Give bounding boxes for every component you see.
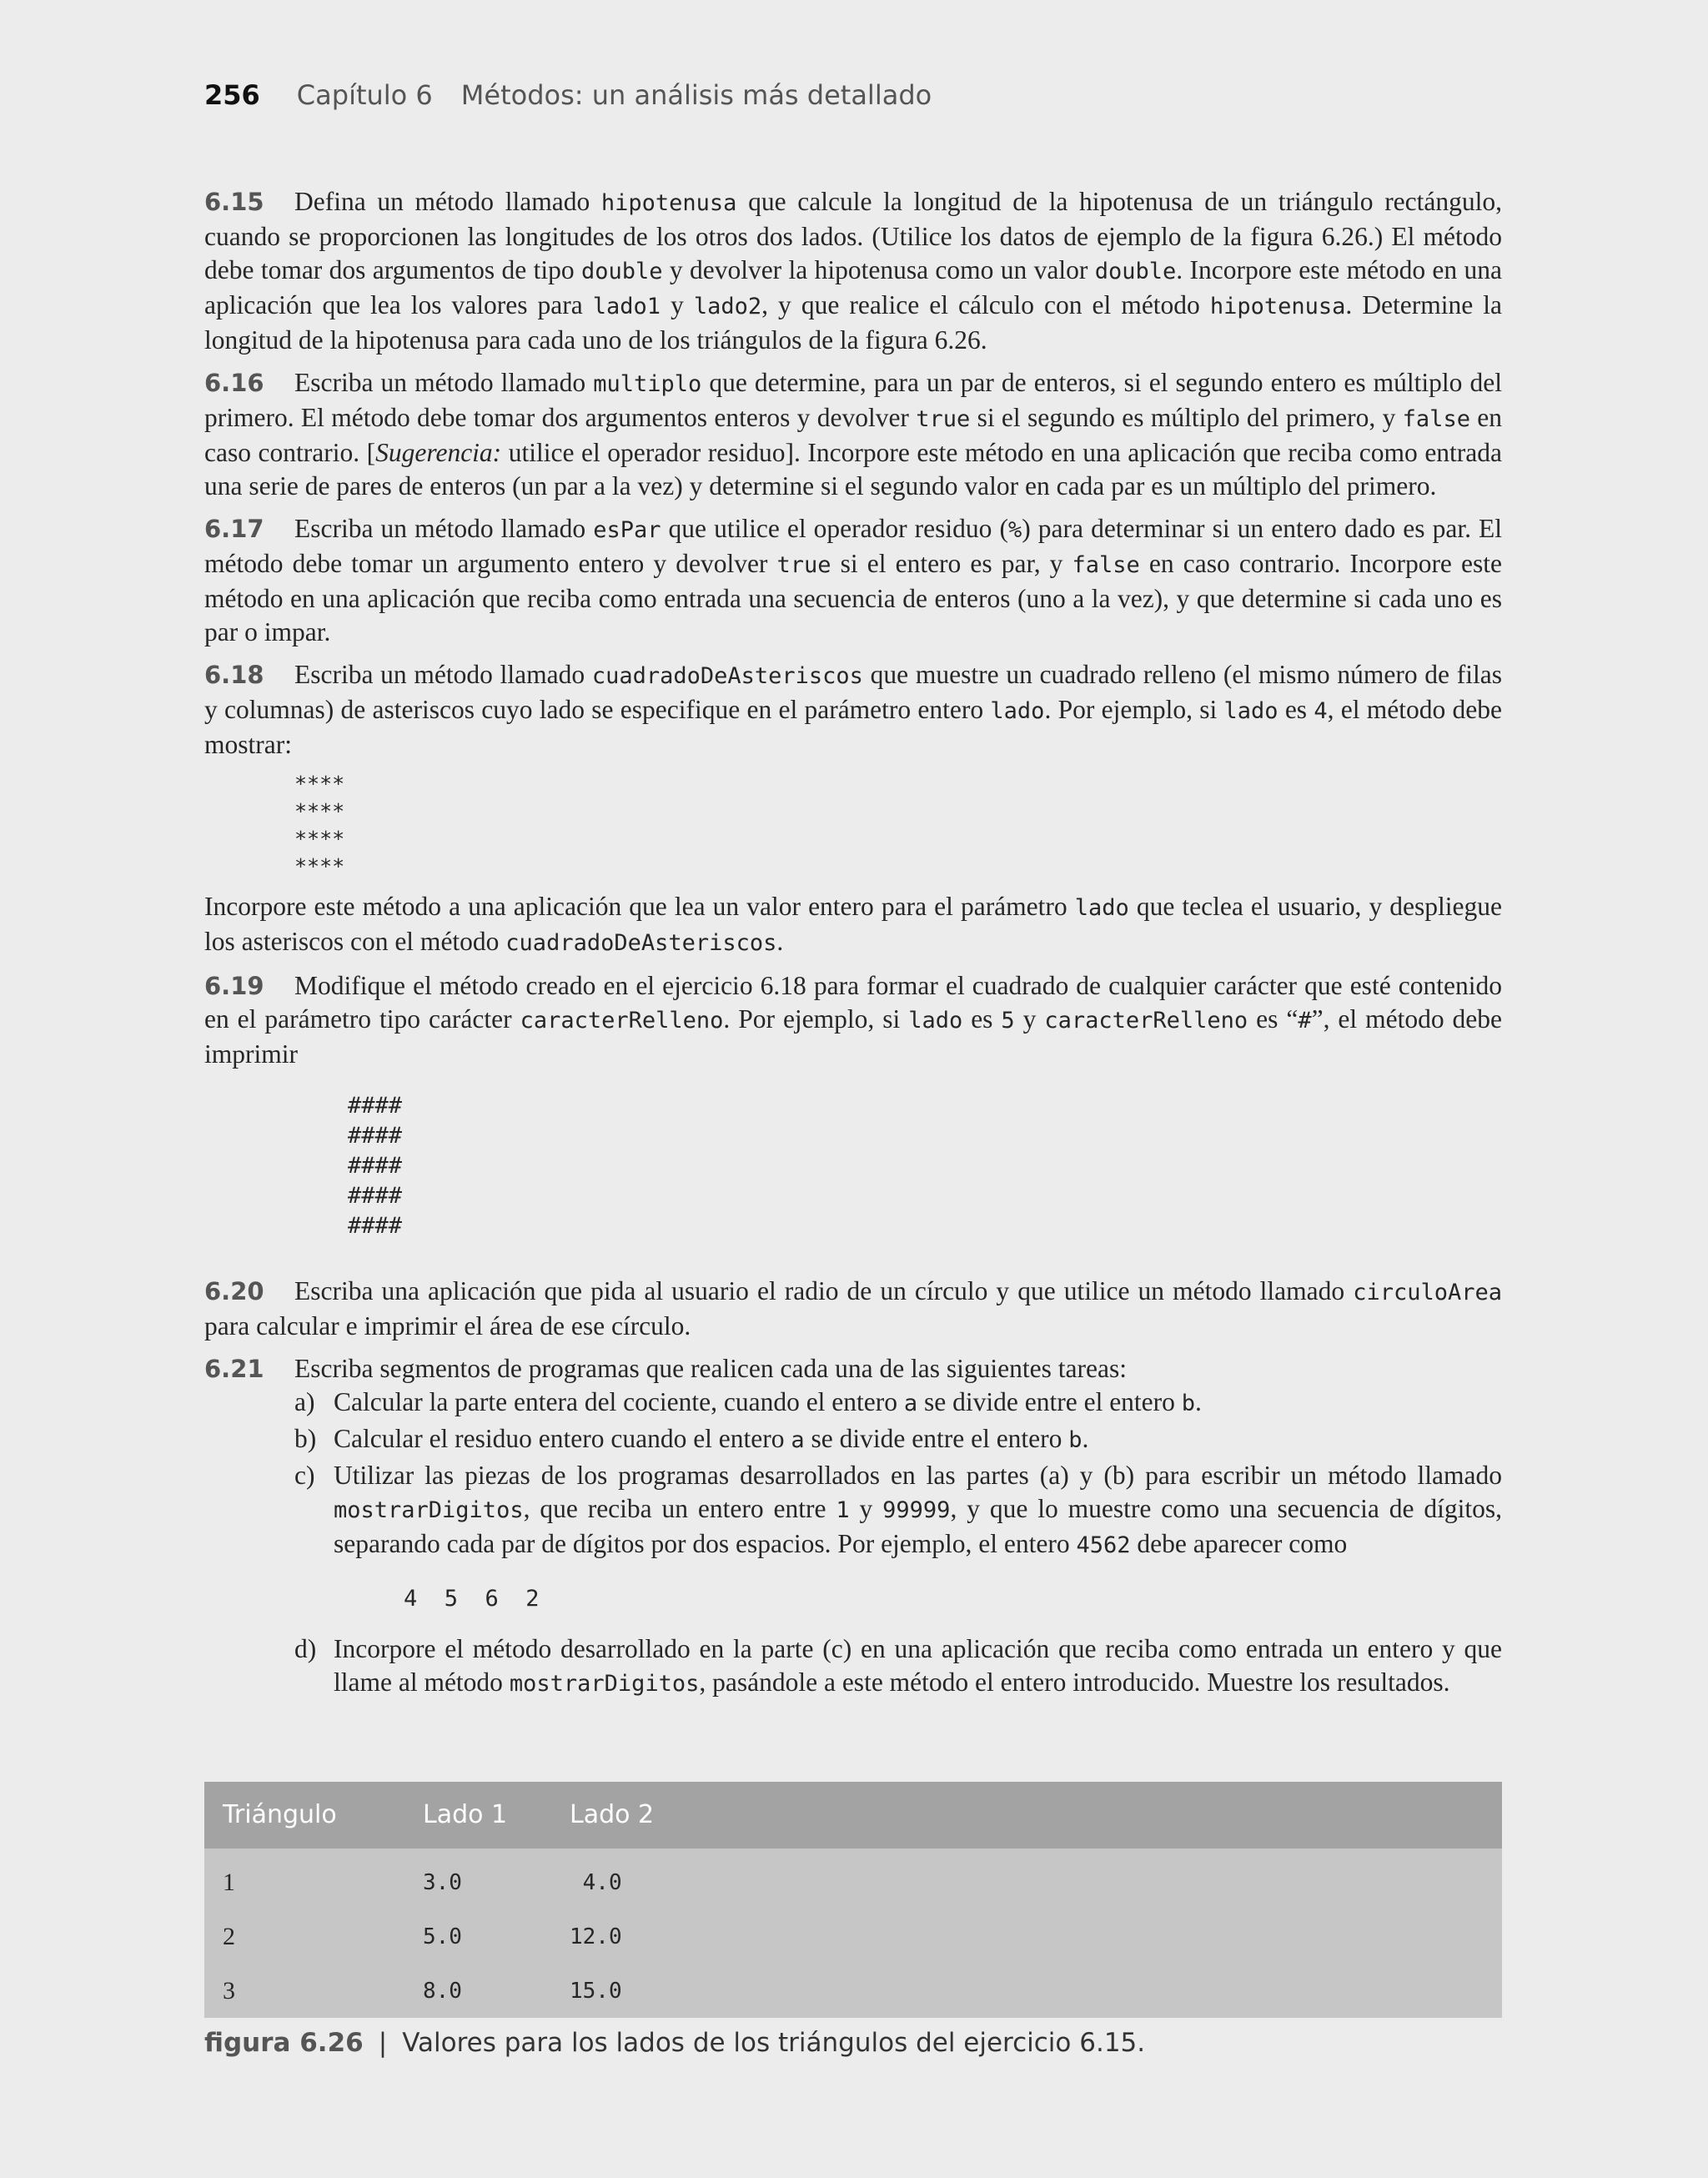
text-run: Escriba un método llamado bbox=[294, 368, 594, 397]
code-run: lado bbox=[1074, 895, 1129, 921]
exercise-6-17 bbox=[204, 512, 1502, 649]
figure-label: figura 6.26 bbox=[204, 2028, 364, 2058]
text-run: Utilizar las piezas de los programas desarrollados en las partes (a) y (b) para escribir un método llamado bbox=[334, 1461, 1502, 1490]
exercise-6-21 bbox=[204, 1352, 1502, 1701]
code-run: esPar bbox=[593, 517, 661, 543]
text-run: . Determine la longitud de la hipotenusa para cada uno de los triángulos de la figura 6.26. bbox=[204, 290, 1503, 355]
text-run: se divide entre el entero bbox=[917, 1387, 1182, 1416]
exercise-6-18-followup bbox=[204, 890, 1502, 960]
text-run: en caso contrario. Incorpore este método en una aplicación que reciba como entrada una secuencia de enteros (uno a la vez), y que determine si cada uno es par o impar. bbox=[204, 549, 1502, 646]
code-run: hipotenusa bbox=[1209, 294, 1346, 319]
page-number: 256 bbox=[204, 79, 260, 111]
text-run: Escriba segmentos de programas que realicen cada una de las siguientes tareas: bbox=[294, 1354, 1127, 1383]
text-run: ”, el método debe imprimir bbox=[204, 1004, 1502, 1069]
text-run: Modifique el método creado en el ejercicio 6.18 para formar el cuadrado de cualquier carácter que esté contenido en el parámetro tipo carácter bbox=[204, 971, 1502, 1034]
exercise-number: 6.20 bbox=[204, 1277, 264, 1305]
code-run: double bbox=[1094, 259, 1177, 284]
code-run: 99999 bbox=[882, 1497, 951, 1523]
exercise-6-18 bbox=[204, 658, 1502, 960]
table-cell: 1 bbox=[204, 1849, 423, 1909]
text-run: en caso contrario. [ bbox=[204, 403, 1503, 467]
text-run: que utilice el operador residuo ( bbox=[661, 514, 1008, 543]
code-run: lado bbox=[1223, 698, 1278, 724]
code-run: mostrarDigitos bbox=[334, 1497, 524, 1523]
figure-6-26 bbox=[204, 1782, 1502, 2060]
text-run: Calcular la parte entera del cociente, cuando el entero bbox=[334, 1387, 904, 1416]
code-run: 1 bbox=[836, 1497, 850, 1523]
code-run: a bbox=[791, 1427, 805, 1453]
column-header: Lado 2 bbox=[570, 1782, 1502, 1849]
subtask-list bbox=[294, 1386, 1502, 1701]
code-run: lado bbox=[908, 1008, 963, 1034]
text-run: . Incorpore este método en una aplicación que lea los valores para bbox=[204, 255, 1502, 319]
text-run: si el entero es par, y bbox=[831, 549, 1073, 578]
digits-output: 4 5 6 2 bbox=[404, 1586, 540, 1612]
text-run: Defina un método llamado bbox=[294, 187, 601, 216]
hash-square-output: #### #### #### #### #### bbox=[348, 1093, 403, 1239]
subtask-label: b) bbox=[294, 1424, 317, 1453]
text-run: , que reciba un entero entre bbox=[523, 1494, 836, 1523]
exercise-number: 6.17 bbox=[204, 515, 264, 543]
text-run: , y que lo muestre como una secuencia de dígitos, separando cada par de dígitos por dos espacios. Por ejemplo, el entero bbox=[334, 1494, 1503, 1558]
text-run: y bbox=[661, 290, 694, 319]
code-run: caracterRelleno bbox=[1044, 1008, 1248, 1034]
code-run: false bbox=[1072, 552, 1140, 578]
text-run: . bbox=[776, 927, 784, 956]
subtask-d bbox=[294, 1632, 1502, 1701]
chapter-label: Capítulo 6 bbox=[296, 79, 433, 111]
code-run: # bbox=[1298, 1008, 1312, 1034]
text-run: Escriba un método llamado bbox=[294, 514, 594, 543]
exercise-number: 6.19 bbox=[204, 972, 264, 1000]
code-run: mostrarDigitos bbox=[509, 1671, 700, 1697]
code-run: caracterRelleno bbox=[520, 1008, 724, 1034]
text-run: que calcule la longitud de la hipotenusa de un triángulo rectángulo, cuando se proporcionen las longitudes de los otros dos lados. (Utilice los datos de ejemplo de la figura 6.26.) El método debe tomar dos argumentos de tipo bbox=[204, 187, 1503, 284]
asterisk-square-output: **** **** **** **** bbox=[294, 772, 345, 878]
text-run: y bbox=[1014, 1004, 1045, 1034]
table-cell: 4.0 bbox=[570, 1849, 1502, 1909]
code-run: % bbox=[1007, 517, 1022, 543]
table-row bbox=[204, 1909, 1502, 1964]
caption-text: Valores para los lados de los triángulos del ejercicio 6.15. bbox=[402, 2028, 1146, 2058]
subtask-b bbox=[294, 1422, 1502, 1457]
text-run: es “ bbox=[1248, 1004, 1299, 1034]
code-run: b bbox=[1068, 1427, 1083, 1453]
text-run: si el segundo es múltiplo del primero, y bbox=[970, 403, 1403, 432]
text-run: que muestre un cuadrado relleno (el mismo número de filas y columnas) de asteriscos cuyo lado se especifique en el parámetro entero bbox=[204, 660, 1502, 724]
code-run: cuadradoDeAsteriscos bbox=[591, 663, 863, 689]
table-cell: 2 bbox=[204, 1909, 423, 1964]
running-head bbox=[204, 78, 932, 112]
text-run: que determine, para un par de enteros, si el segundo entero es múltiplo del primero. El método debe tomar dos argumentos enteros y devolver bbox=[204, 368, 1502, 432]
table-row bbox=[204, 1964, 1502, 2018]
text-run: , pasándole a este método el entero introducido. Muestre los resultados. bbox=[699, 1667, 1450, 1697]
code-run: double bbox=[580, 259, 663, 284]
code-run: lado2 bbox=[693, 294, 762, 319]
table-cell: 12.0 bbox=[570, 1909, 1502, 1964]
text-run: Calcular el residuo entero cuando el entero bbox=[334, 1424, 791, 1453]
table-cell: 3 bbox=[204, 1964, 423, 2018]
code-run: a bbox=[903, 1391, 918, 1416]
text-run: , el método debe mostrar: bbox=[204, 695, 1502, 759]
text-run: Escriba una aplicación que pida al usuario el radio de un círculo y que utilice un método llamado bbox=[294, 1276, 1354, 1305]
italic-run: Sugerencia: bbox=[375, 438, 502, 467]
text-run: debe aparecer como bbox=[1130, 1529, 1348, 1558]
table-cell: 5.0 bbox=[423, 1909, 570, 1964]
code-run: b bbox=[1181, 1391, 1196, 1416]
exercise-number: 6.18 bbox=[204, 661, 264, 689]
code-run: multiplo bbox=[593, 371, 702, 397]
code-run: true bbox=[916, 406, 971, 432]
text-run: Incorpore este método a una aplicación que lea un valor entero para el parámetro bbox=[204, 892, 1075, 921]
text-run: , y que realice el cálculo con el método bbox=[761, 290, 1210, 319]
exercise-6-15 bbox=[204, 185, 1502, 357]
code-run: hipotenusa bbox=[600, 190, 737, 216]
exercise-6-16 bbox=[204, 366, 1502, 503]
table-cell: 15.0 bbox=[570, 1964, 1502, 2018]
code-run: 5 bbox=[1001, 1008, 1015, 1034]
exercise-list bbox=[204, 185, 1502, 1703]
table-cell: 8.0 bbox=[423, 1964, 570, 2018]
table-cell: 3.0 bbox=[423, 1849, 570, 1909]
exercise-6-21-intro bbox=[204, 1352, 1502, 1386]
text-run: es bbox=[1278, 695, 1314, 724]
exercise-6-18-statement bbox=[204, 658, 1502, 762]
code-run: lado1 bbox=[592, 294, 661, 319]
caption-separator: | bbox=[378, 2028, 388, 2058]
column-header: Lado 1 bbox=[423, 1782, 570, 1849]
text-run: . Por ejemplo, si bbox=[1044, 695, 1224, 724]
exercise-6-19 bbox=[204, 969, 1502, 1241]
subtask-label: c) bbox=[294, 1461, 315, 1490]
subtask-c bbox=[294, 1459, 1502, 1616]
text-run: es bbox=[962, 1004, 1002, 1034]
text-run: ) para determinar si un entero dado es par. El método debe tomar un argumento entero y devolver bbox=[204, 514, 1503, 578]
code-run: 4562 bbox=[1076, 1532, 1131, 1558]
text-run: . Por ejemplo, si bbox=[723, 1004, 909, 1034]
exercise-number: 6.15 bbox=[204, 188, 264, 216]
subtask-a bbox=[294, 1386, 1502, 1421]
text-run: utilice el operador residuo]. Incorpore este método en una aplicación que reciba como entrada una serie de pares de enteros (un par a la vez) y determine si el segundo valor en cada par es un múltiplo del primero. bbox=[204, 438, 1503, 500]
chapter-title: Métodos: un análisis más detallado bbox=[460, 79, 932, 111]
exercise-6-19-statement bbox=[204, 969, 1502, 1071]
exercise-number: 6.16 bbox=[204, 369, 264, 397]
text-run: . bbox=[1195, 1387, 1202, 1416]
text-run: Incorpore el método desarrollado en la parte (c) en una aplicación que reciba como entrada un entero y que llame al método bbox=[334, 1634, 1502, 1697]
code-run: cuadradoDeAsteriscos bbox=[505, 930, 777, 956]
exercise-6-20 bbox=[204, 1275, 1502, 1343]
figure-caption bbox=[204, 2026, 1502, 2060]
code-run: true bbox=[776, 552, 831, 578]
text-run: Escriba un método llamado bbox=[294, 660, 592, 689]
text-run: y bbox=[849, 1494, 883, 1523]
text-run: para calcular e imprimir el área de ese círculo. bbox=[204, 1311, 691, 1341]
column-header: Triángulo bbox=[204, 1782, 423, 1849]
text-run: . bbox=[1082, 1424, 1089, 1453]
subtask-label: a) bbox=[294, 1387, 315, 1416]
code-run: false bbox=[1402, 406, 1470, 432]
code-run: circuloArea bbox=[1353, 1280, 1502, 1305]
table-header-row bbox=[204, 1782, 1502, 1849]
exercise-number: 6.21 bbox=[204, 1355, 264, 1383]
code-run: lado bbox=[990, 698, 1045, 724]
text-run: que teclea el usuario, y despliegue los asteriscos con el método bbox=[204, 892, 1502, 956]
text-run: y devolver la hipotenusa como un valor bbox=[662, 255, 1095, 284]
text-run: se divide entre el entero bbox=[804, 1424, 1069, 1453]
code-run: 4 bbox=[1314, 698, 1328, 724]
subtask-label: d) bbox=[294, 1634, 317, 1663]
triangle-sides-table bbox=[204, 1782, 1502, 2018]
table-row bbox=[204, 1849, 1502, 1909]
